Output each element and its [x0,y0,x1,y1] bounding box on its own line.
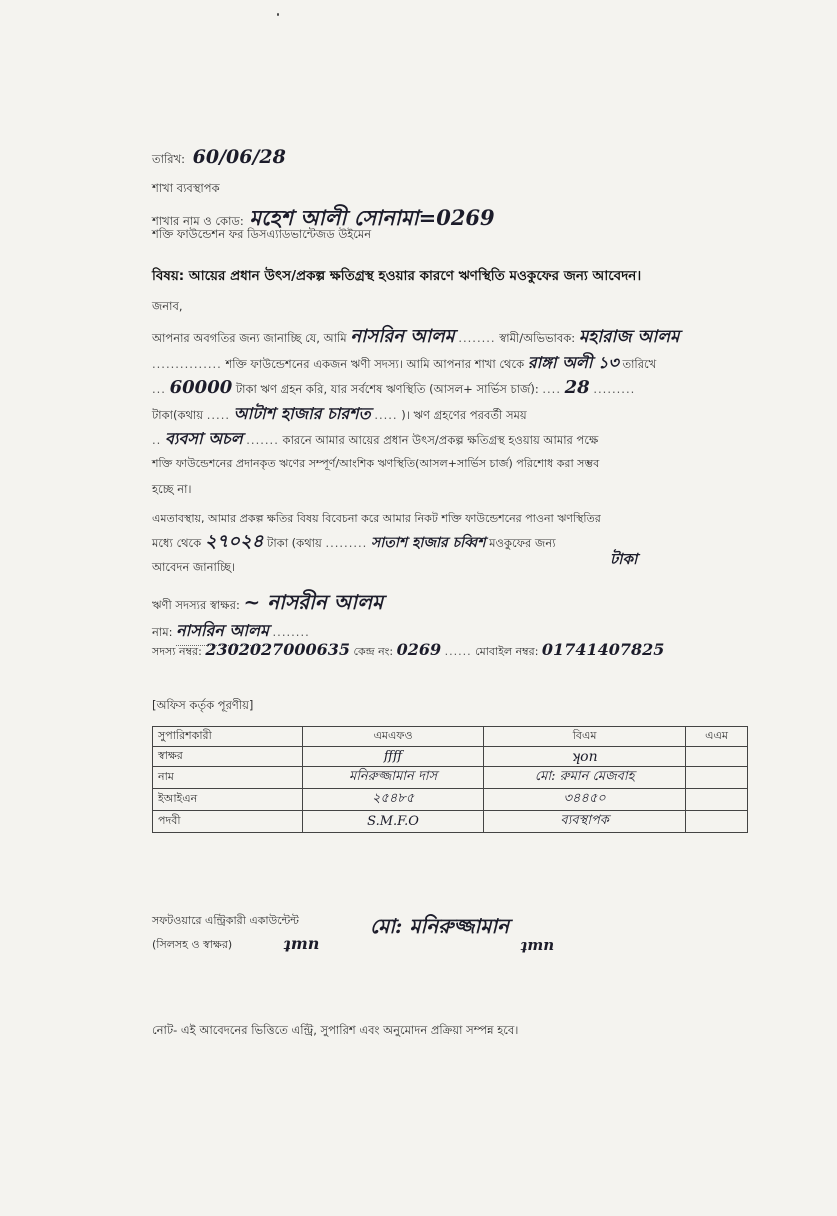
loan-date-hw: রাঙ্গা অলী ১৩ [527,353,619,372]
bm-signature: ʞon [484,747,686,767]
table-row [153,767,748,789]
date-label: তারিখ: [152,152,186,166]
col-bm: বিএম [484,727,686,747]
para1-line7: হচ্ছে না। [152,482,192,496]
bm-ein: ৩৪৪৫০ [484,789,686,811]
para1-line6: শক্তি ফাউন্ডেশনের প্রদানকৃত ঋণের সম্পূর্ণ/আংশিক ঋণস্থিতি(আসল+সার্ভিস চার্জ) পরিশোধ করা সম্ভব [152,457,600,470]
mfo-name: মনিরুজ্জামান দাস [303,767,484,789]
table-row [153,811,748,833]
applicant-name-hw: নাসরিন আলম [350,326,455,347]
accountant-initials: ʇmn [283,934,320,953]
waiver-words-hw: সাতাশ হাজার চব্বিশ [371,535,486,551]
bm-designation: ব্যবস্থাপক [484,811,686,833]
footer-note: নোট- এই আবেদনের ভিত্তিতে এন্ট্রি, সুপারিশ এবং অনুমোদন প্রক্রিয়া সম্পন্ন হবে। [152,1023,519,1037]
waiver-amount-hw: ২৭০২৪ [204,531,264,552]
am-signature [686,747,748,767]
para1-text: )। ঋণ গ্রহণের পরবর্তী সময় [401,408,527,422]
table-row [153,747,748,767]
loan-amount-hw: 60000 [169,377,233,398]
row-label: স্বাক্ষর [153,747,303,767]
col-recommender: সুপারিশকারী [153,727,303,747]
mfo-signature: ffff [303,747,484,767]
office-table [152,726,748,833]
mobile-hw: 01741407825 [541,640,665,659]
member-id-row: সদস্য নম্বর: 2302027000635 কেন্দ্র নং: 0269 ...... মোবাইল নম্বর: 01741407825 [152,640,665,659]
member-name-row: নাম: নাসরিন আলম ........ [152,618,310,646]
table-row [153,789,748,811]
am-designation [686,811,748,833]
bm-name: মো: রুমান মেজবাহ [484,767,686,789]
row-label: ইআইএন [153,789,303,811]
member-id-label: সদস্য নম্বর: [152,645,202,658]
para2-text: মওকুফের জন্য [489,536,556,550]
org-line: শক্তি ফাউন্ডেশন ফর ডিসএ্যাডভান্টেজড উইমেন [152,227,372,241]
member-signature: ~ নাসরীন আলম [243,590,384,614]
accountant-signature: মো: মনিরুজ্জামান [370,914,510,938]
col-mfo: এমএফও [303,727,484,747]
waiver-words-cont-hw: টাকা [610,550,638,568]
member-id-hw: 2302027000635 [205,640,351,659]
accountant-label: সফটওয়ারে এন্ট্রিকারী একাউন্টেন্ট [152,914,299,927]
para1-line2: ............... শক্তি ফাউন্ডেশনের একজন ঋণী সদস্য। আমি আপনার শাখা থেকে রাঙ্গা অলী ১৩ তারিখে [152,353,657,372]
member-signature-row [152,588,383,621]
para2-line2: মধ্যে থেকে ২৭০২৪ টাকা (কথায় ......... সাতাশ হাজার চব্বিশ মওকুফের জন্য [152,531,556,552]
mfo-designation: S.M.F.O [303,811,484,833]
center-label: কেন্দ্র নং: [353,645,394,658]
member-sig-label: ঋণী সদস্যর স্বাক্ষর: [152,598,240,612]
subject-line: বিষয়: আয়ের প্রধান উৎস/প্রকল্প ক্ষতিগ্রস্থ হওয়ার কারণে ঋণস্থিতি মওকুফের জন্য আবেদন। [152,268,642,284]
accountant-initials-2: ʇmn [520,936,555,954]
para1-text: আপনার অবগতির জন্য জানাচ্ছি যে, আমি [152,331,347,345]
para2-text: মধ্যে থেকে [152,536,202,550]
col-am: এএম [686,727,748,747]
guardian-name-hw: মহারাজ আলম [578,327,680,347]
manager-label: শাখা ব্যবস্থাপক [152,181,220,195]
balance-hw: 28 [564,377,590,398]
row-label: পদবী [153,811,303,833]
para2-text: টাকা (কথায় [267,536,322,550]
salutation: জনাব, [152,299,183,313]
mfo-ein: ২৫৪৮৫ [303,789,484,811]
office-heading: [অফিস কর্তৃক পূরণীয়] [152,698,254,712]
mobile-label: মোবাইল নম্বর: [475,645,539,658]
date-value: 60/06/28 [192,146,286,168]
guardian-label: স্বামী/অভিভাবক: [499,331,576,345]
para2-line3: আবেদন জানাচ্ছি। [152,560,236,574]
para1-text: শক্তি ফাউন্ডেশনের একজন ঋণী সদস্য। আমি আপনার শাখা থেকে [225,357,525,371]
para1-line5: .. ব্যবসা অচল ....... কারনে আমার আয়ের প্রধান উৎস/প্রকল্প ক্ষতিগ্রস্থ হওয়ায় আমার পক্ষে [152,429,599,448]
am-name [686,767,748,789]
paper-speck [277,13,279,16]
para1-line4: টাকা(কথায় ..... আটাশ হাজার চারশত ..... )। ঋণ গ্রহণের পরবর্তী সময় [152,404,527,423]
branch-label: শাখার নাম ও কোড: [152,214,244,228]
para1-text: তারিখে [622,357,657,371]
member-name-hw: নাসরিন আলম [176,618,269,646]
para1-line3: ... 60000 টাকা ঋণ গ্রহন করি, যার সর্বশেষ ঋণস্থিতি (আসল+ সার্ভিস চার্জ): .... 28 ......... [152,377,636,398]
date-row [152,146,286,170]
para2-line1: এমতাবস্থায়, আমার প্রকল্প ক্ষতির বিষয় বিবেচনা করে আমার নিকট শক্তি ফাউন্ডেশনের পাওনা ঋণস্থিতির [152,512,601,525]
branch-value: মহেশ আলী সোনামা=0269 [249,205,495,230]
member-name-label: নাম: [152,625,173,639]
para1-line1: আপনার অবগতির জন্য জানাচ্ছি যে, আমি নাসরিন আলম ........ স্বামী/অভিভাবক: মহারাজ আলম [152,326,680,347]
center-hw: 0269 [396,640,442,659]
para1-text: টাকা(কথায় [152,408,204,422]
accountant-seal-label: (সিলসহ ও স্বাক্ষর) [152,938,233,951]
am-ein [686,789,748,811]
office-table-header [153,727,748,747]
para1-text: কারনে আমার আয়ের প্রধান উৎস/প্রকল্প ক্ষতিগ্রস্থ হওয়ায় আমার পক্ষে [282,433,599,447]
balance-words-hw: আটাশ হাজার চারশত [233,404,371,423]
para1-text: টাকা ঋণ গ্রহন করি, যার সর্বশেষ ঋণস্থিতি (আসল+ সার্ভিস চার্জ): [235,382,539,396]
reason-hw: ব্যবসা অচল [164,429,243,448]
row-label: নাম [153,767,303,789]
